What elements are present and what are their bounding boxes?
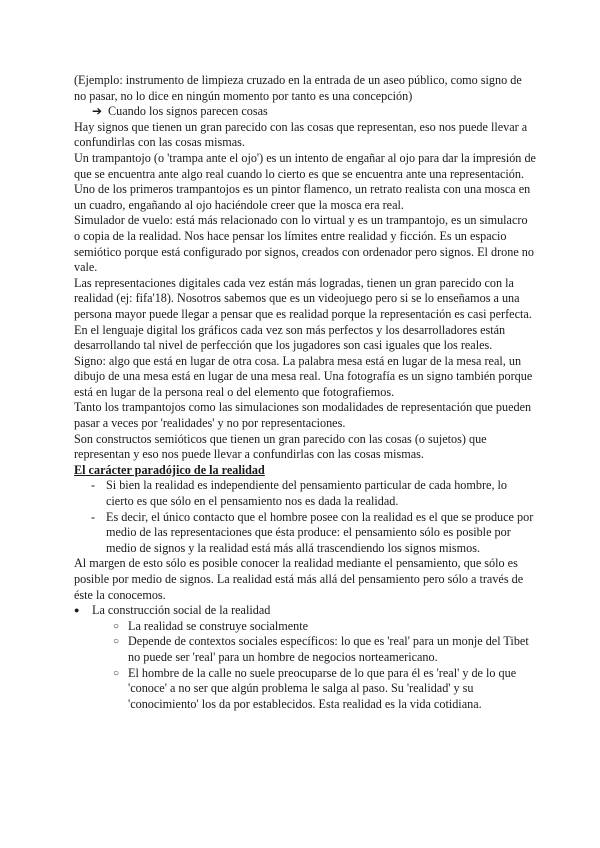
dash-item-text: Es decir, el único contacto que el hombre posee con la realidad es el que se produce por medio de las representaciones que ésta produce: el pensamiento sólo es posible por medio de signos y la realidad está más allá trascendiendo los signos mismos. — [106, 509, 534, 555]
bullet-dot-icon: ● — [74, 605, 80, 616]
document-body — [74, 73, 536, 712]
hollow-circle-icon: ○ — [113, 636, 120, 648]
arrow-list-item — [74, 104, 536, 120]
paragraph-simulador-vuelo: Simulador de vuelo: está más relacionado con lo virtual y es un trampantojo, es un simulacro o copia de la realidad. Nos hace pensar los límites entre realidad y ficción. Es un espacio semiótico porque está configurado por signos, creados con ordenador pero signos. El drone no vale. — [74, 213, 534, 275]
hollow-circle-icon: ○ — [113, 620, 120, 632]
paragraph-signos-parecido: Hay signos que tienen un gran parecido con las cosas que representan, eso nos puede llevar a confundirlas con las cosas mismas. — [74, 119, 528, 150]
arrow-right-icon: ➔ — [92, 104, 103, 119]
sub-list-item — [74, 634, 536, 665]
paragraph-example: (Ejemplo: instrumento de limpieza cruzado en la entrada de un aseo público, como signo de no pasar, no lo dice en ningún momento por tanto es una concepción) — [74, 73, 522, 103]
bullet-item-text: La construcción social de la realidad — [92, 603, 271, 618]
dash-item-text: Si bien la realidad es independiente del pensamiento particular de cada hombre, lo cierto es que sólo en el pensamiento nos es dada la realidad. — [106, 478, 508, 509]
paragraph-representaciones-digitales: Las representaciones digitales cada vez están más logradas, tienen un gran parecido con la realidad (ej: fifa'18). Nosotros sabemos que es un videojuego pero si se lo enseñamos a una persona mayor puede llegar a pensar que es realidad porque la representación es casi perfecta. En el lenguaje digital los gráficos cada vez son más perfectos y los desarrolladores están desarrollando tal nivel de perfección que los jugadores son casi iguales que los reales. — [74, 275, 532, 353]
sub-list-item — [74, 619, 536, 635]
paragraph-trampantojo: Un trampantojo (o 'trampa ante el ojo') es un intento de engañar al ojo para dar la impresión de que se encuentra ante algo real cuando lo cierto es que se encuentra ante una representación. Uno de los primeros trampantojos es un pintor flamenco, un retrato realista con una mosca en un cuadro, engañando al ojo haciéndole creer que la mosca era real. — [74, 150, 536, 212]
bullet-list-item — [74, 603, 536, 712]
dash-marker: - — [91, 509, 96, 524]
paragraph-margen: Al margen de esto sólo es posible conocer la realidad mediante el pensamiento, que sólo es posible por medio de signos. La realidad está más allá del pensamiento pero sólo a través de éste la conocemos. — [74, 556, 524, 602]
sub-list — [92, 619, 536, 713]
paragraph-trampantojos-simulaciones: Tanto los trampantojos como las simulaciones son modalidades de representación que pueden pasar a veces por 'realidades' y no por representaciones. — [74, 400, 532, 431]
bullet-list — [74, 603, 536, 712]
sub-item-text: Depende de contextos sociales específicos: lo que es 'real' para un monje del Tibet no puede ser 'real' para un hombre de negocios norteamericano. — [128, 634, 529, 664]
section-heading: El carácter paradójico de la realidad — [74, 462, 265, 477]
paragraph-constructos-semioticos: Son constructos semióticos que tienen un gran parecido con las cosas (o sujetos) que representan y eso nos puede llevar a confundirlas con las cosas mismas. — [74, 431, 487, 462]
dash-list — [74, 478, 536, 556]
sub-list-item — [74, 666, 536, 713]
sub-item-text: El hombre de la calle no suele preocuparse de lo que para él es 'real' y de lo que 'conoce' a no ser que algún problema le salga al paso. Su 'realidad' y su 'conocimiento' los da por establecidos. Esta realidad es la vida cotidiana. — [128, 665, 517, 711]
sub-item-text: La realidad se construye socialmente — [128, 618, 309, 633]
paragraph-signo-definicion: Signo: algo que está en lugar de otra cosa. La palabra mesa está en lugar de la mesa real, un dibujo de una mesa está en lugar de una mesa real. Una fotografía es un signo también porque está en lugar de la persona real o del elemento que fotografiemos. — [74, 353, 533, 399]
dash-marker: - — [91, 478, 96, 493]
arrow-item-label: Cuando los signos parecen cosas — [108, 104, 268, 119]
hollow-circle-icon: ○ — [113, 667, 120, 679]
dash-list-item — [74, 478, 536, 509]
dash-list-item — [74, 510, 536, 557]
